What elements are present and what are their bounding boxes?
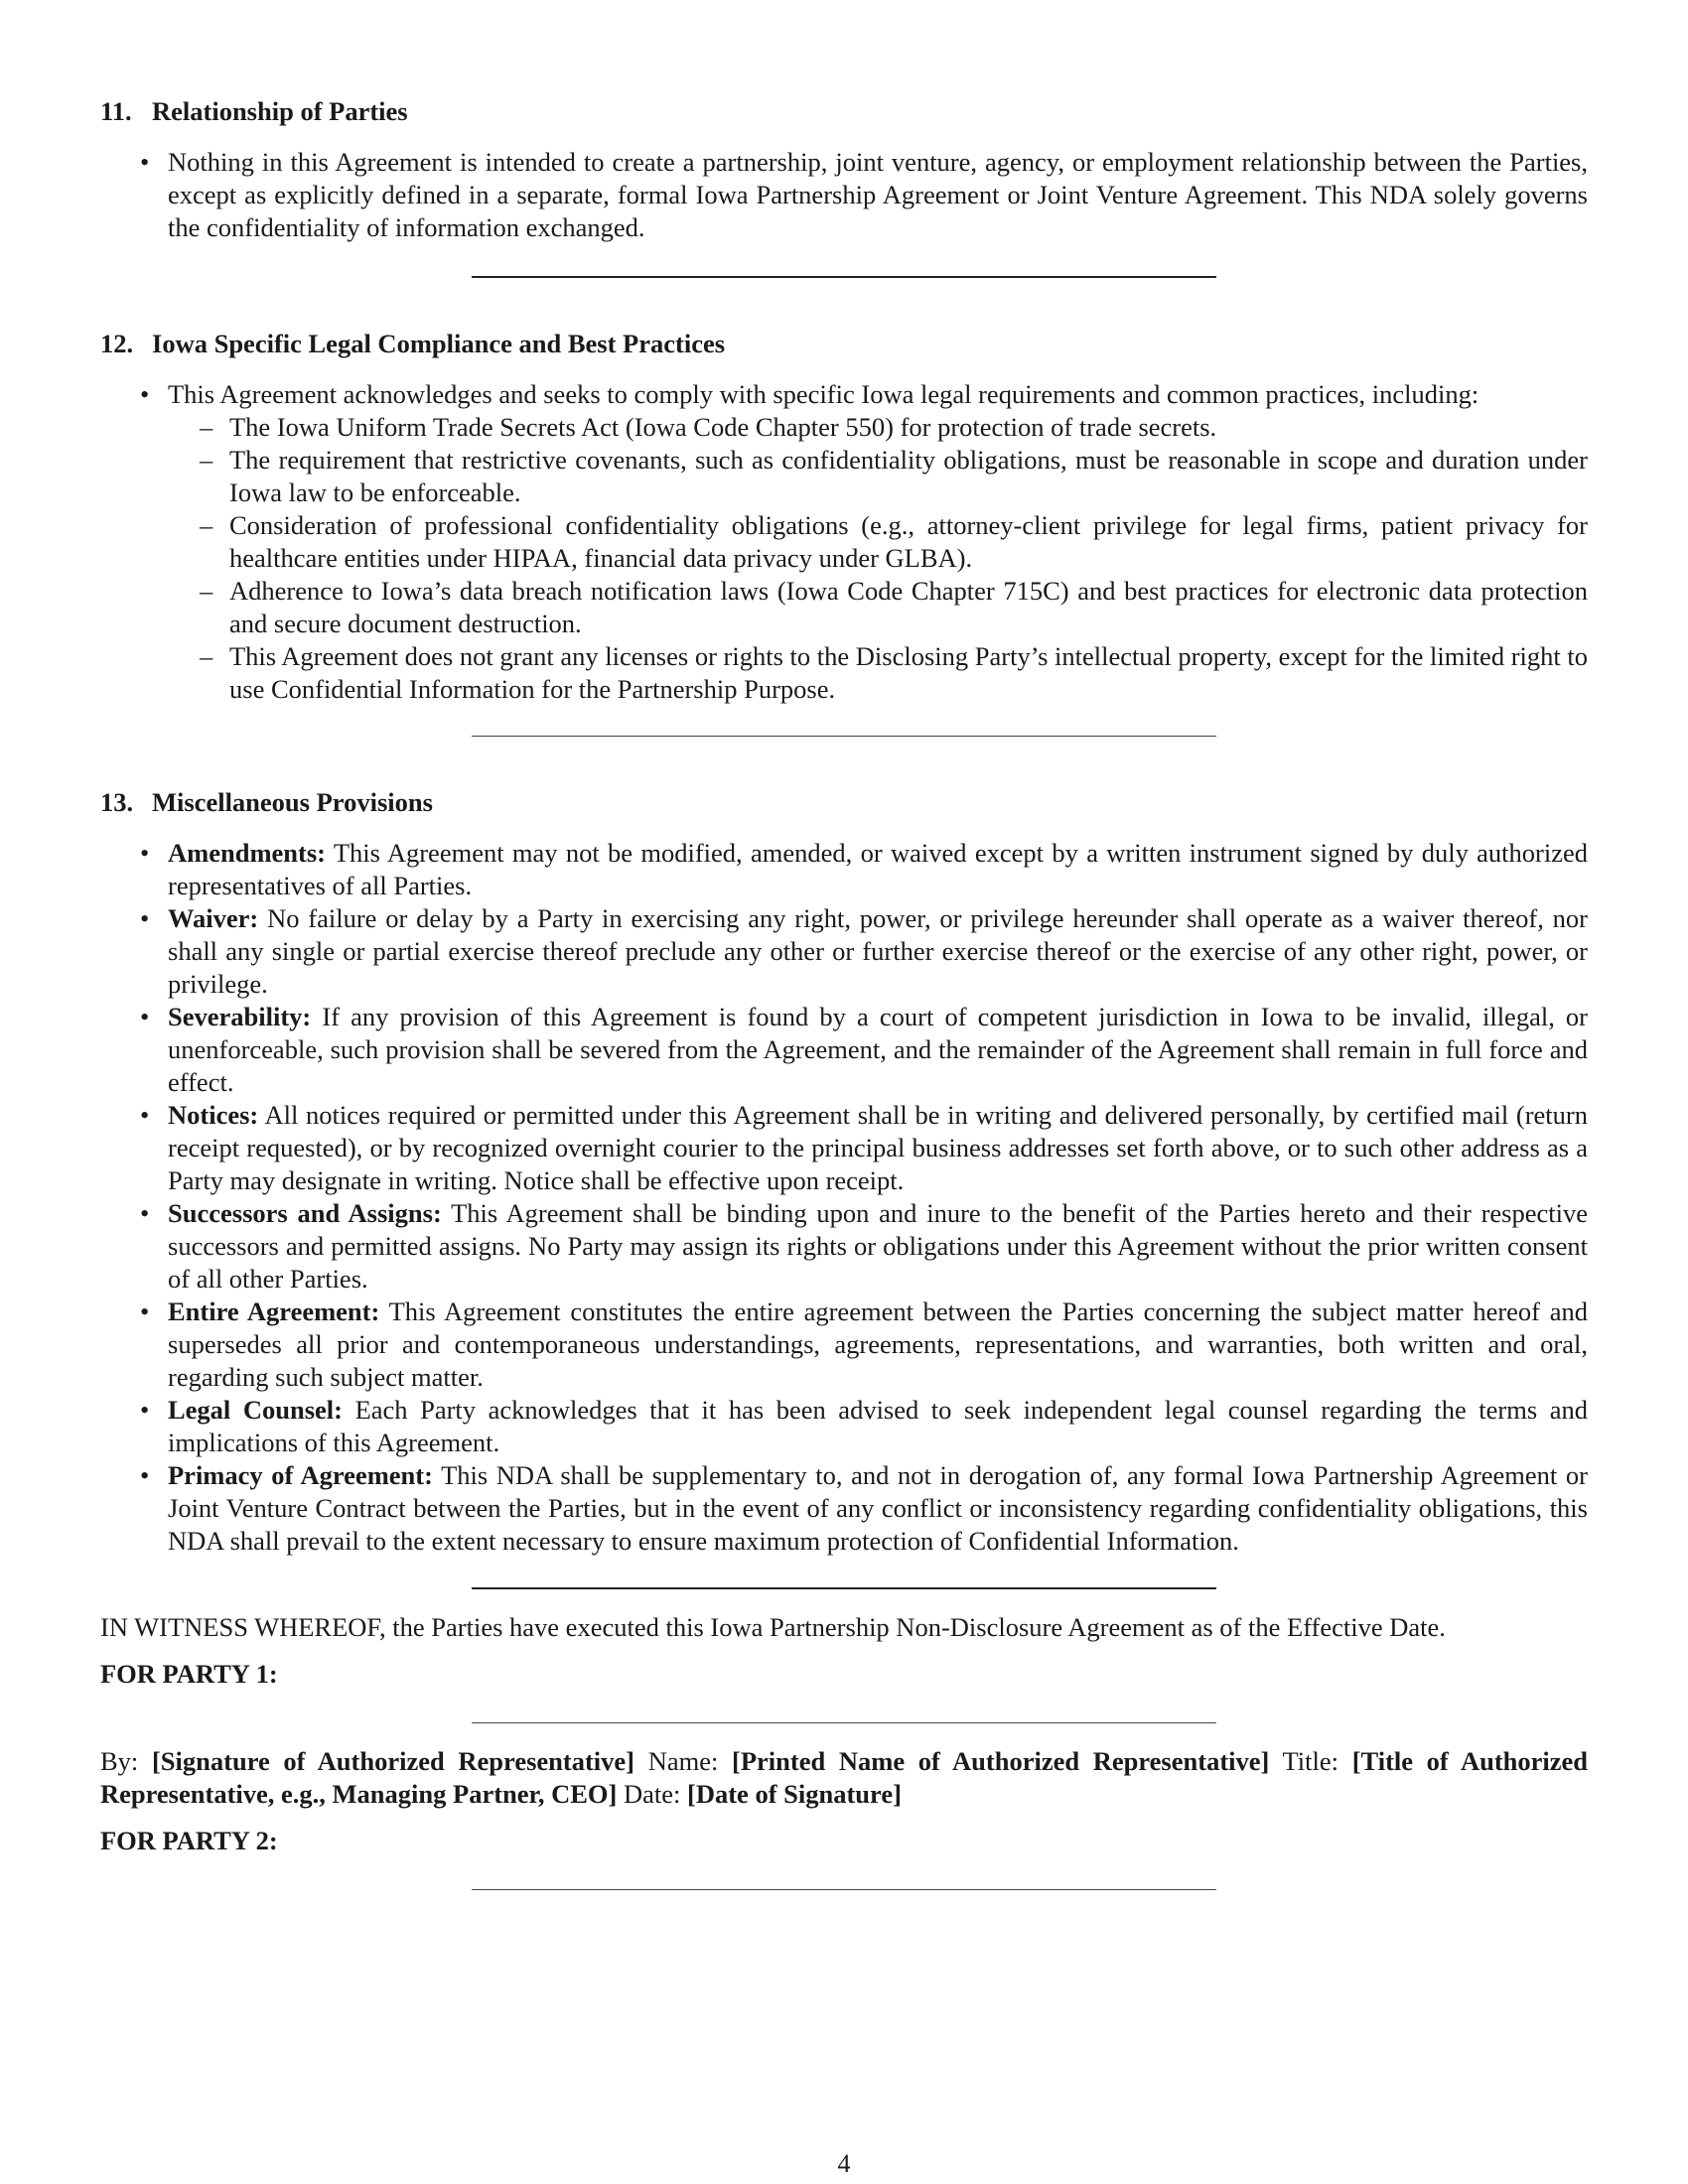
provision-text: This Agreement constitutes the entire agreement between the Parties concerning the subject matter hereof and supersedes all prior and contemporaneous understandings, agreements, representations, and warranties, both written and oral, regarding such subject matter. (168, 1297, 1588, 1392)
provision-text: No failure or delay by a Party in exercising any right, power, or privilege hereunder shall operate as a waiver thereof, nor shall any single or partial exercise thereof preclude any other or further exercise thereof or the exercise of any other right, power, or privilege. (168, 903, 1588, 999)
document-page (100, 95, 1588, 1890)
section-13-list (100, 837, 1588, 1558)
by-value: [Signature of Authorized Representative] (151, 1746, 635, 1776)
witness-statement: IN WITNESS WHEREOF, the Parties have executed this Iowa Partnership Non-Disclosure Agreement as of the Effective Date. (100, 1612, 1446, 1642)
provision-term: Legal Counsel: (168, 1395, 343, 1425)
section-number: 13. (100, 787, 134, 817)
date-value: [Date of Signature] (687, 1779, 902, 1809)
provision-text: If any provision of this Agreement is found by a court of competent jurisdiction in Iowa to be invalid, illegal, or unenforceable, such provision shall be severed from the Agreement, and the remainder of the Agreement shall remain in full force and effect. (168, 1002, 1589, 1097)
provision-term: Entire Agreement: (168, 1297, 380, 1326)
provision-text: This Agreement shall be binding upon and inure to the benefit of the Parties hereto and their respective successors and permitted assigns. No Party may assign its rights or obligations under this Agreement without the prior written consent of all other Parties. (168, 1198, 1588, 1294)
list-item: • Nothing in this Agreement is intended to create a partnership, joint venture, agency, or employment relationship between the Parties, except as explicitly defined in a separate, formal Iowa Partnership Agreement or Joint Venture Agreement. This NDA solely governs the confidentiality of information exchanged. (168, 146, 1588, 244)
section-11-list (100, 146, 1588, 244)
sub-list-item: – The requirement that restrictive covenants, such as confidentiality obligations, must be reasonable in scope and duration under Iowa law to be enforceable. (229, 444, 1588, 509)
section-title: Relationship of Parties (152, 96, 408, 126)
signature-line (472, 1889, 1216, 1890)
list-item (168, 1459, 1588, 1558)
provision-text: Each Party acknowledges that it has been advised to seek independent legal counsel regarding the terms and implications of this Agreement. (168, 1395, 1588, 1457)
provision-text: This NDA shall be supplementary to, and not in derogation of, any formal Iowa Partnership Agreement or Joint Venture Contract between the Parties, but in the event of any conflict or inconsistency regarding confidentiality obligations, this NDA shall prevail to the extent necessary to ensure maximum protection of Confidential Information. (168, 1460, 1588, 1556)
provision-text: All notices required or permitted under this Agreement shall be in writing and delivered personally, by certified mail (return receipt requested), or by recognized overnight courier to the principal business addresses set forth above, or to such other address as a Party may designate in writing. Notice shall be effective upon receipt. (168, 1100, 1588, 1195)
page-number: 4 (837, 2149, 851, 2178)
section-13-heading (100, 786, 1588, 819)
section-11-heading (100, 95, 1588, 128)
party-1-heading: FOR PARTY 1: (100, 1659, 278, 1689)
name-value: [Printed Name of Authorized Representative] (732, 1746, 1270, 1776)
sub-list (168, 411, 1588, 706)
list-item (168, 902, 1588, 1001)
sub-list-item: – This Agreement does not grant any licenses or rights to the Disclosing Party’s intellectual property, except for the limited right to use Confidential Information for the Partnership Purpose. (229, 640, 1588, 706)
party-1-signature-block (100, 1745, 1588, 1811)
section-number: 11. (100, 96, 132, 126)
list-item-intro: This Agreement acknowledges and seeks to comply with specific Iowa legal requirements and common practices, including: (168, 379, 1479, 409)
section-title: Miscellaneous Provisions (152, 787, 433, 817)
sub-list-item: – The Iowa Uniform Trade Secrets Act (Iowa Code Chapter 550) for protection of trade secrets. (229, 411, 1588, 444)
list-item (168, 378, 1588, 706)
title-label: Title: (1282, 1746, 1339, 1776)
sub-list-item: – Adherence to Iowa’s data breach notification laws (Iowa Code Chapter 715C) and best practices for electronic data protection and secure document destruction. (229, 575, 1588, 640)
section-12-heading (100, 328, 1588, 360)
provision-term: Amendments: (168, 838, 326, 868)
provision-term: Notices: (168, 1100, 259, 1130)
name-label: Name: (647, 1746, 719, 1776)
title-value: [Title of Authorized Representative, e.g., Managing Partner, CEO] (100, 1746, 1589, 1809)
provision-term: Waiver: (168, 903, 259, 933)
date-label: Date: (624, 1779, 681, 1809)
section-title: Iowa Specific Legal Compliance and Best Practices (152, 329, 726, 358)
list-item (168, 1197, 1588, 1296)
list-item (168, 1001, 1588, 1099)
list-item (168, 1394, 1588, 1459)
party-2-heading: FOR PARTY 2: (100, 1826, 278, 1855)
provision-term: Severability: (168, 1002, 312, 1031)
section-number: 12. (100, 329, 134, 358)
list-item (168, 837, 1588, 902)
sub-list-item: – Consideration of professional confidentiality obligations (e.g., attorney-client privilege for legal firms, patient privacy for healthcare entities under HIPAA, financial data privacy under GLBA). (229, 509, 1588, 575)
provision-term: Primacy of Agreement: (168, 1460, 433, 1490)
section-12-list (100, 378, 1588, 706)
provision-text: This Agreement may not be modified, amended, or waived except by a written instrument signed by duly authorized representatives of all Parties. (168, 838, 1588, 900)
list-item (168, 1099, 1588, 1197)
list-item (168, 1296, 1588, 1394)
provision-term: Successors and Assigns: (168, 1198, 442, 1228)
by-label: By: (100, 1746, 139, 1776)
